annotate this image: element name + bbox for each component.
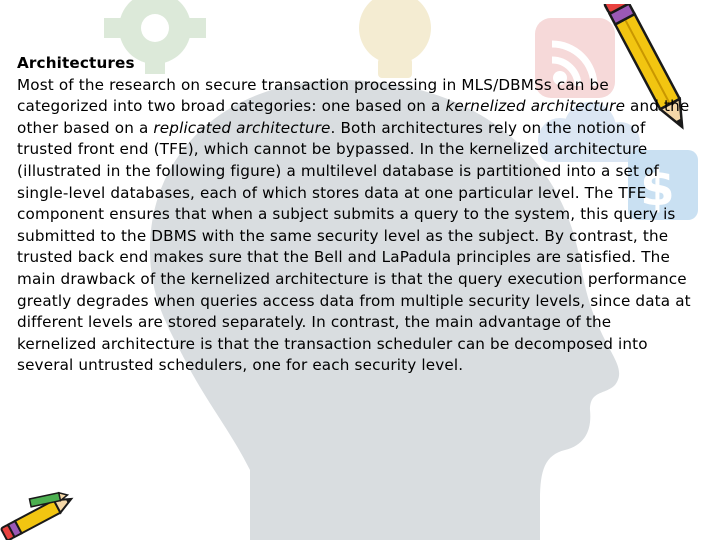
paragraph-text: Most of the research on secure transaction processing in MLS/DBMSs can be categorized into two broad categories: one based on a	[17, 75, 609, 116]
slide-body-text	[17, 75, 692, 377]
pencil-icon	[0, 486, 86, 540]
emphasized-text: replicated architecture	[153, 118, 331, 137]
paragraph-text: and the other based on a	[17, 97, 690, 137]
slide-content	[17, 53, 692, 377]
paragraph-text: . Both architectures rely on the notion of trusted front end (TFE), which cannot be bypassed. In the kernelized architecture (illustrated in the following figure) a multilevel database is partitioned into a set of single-level databases, each of which stores data at one particular level. The TFE component ensures that when a subject submits a query to the system, this query is submitted to the DBMS with the same security level as the subject. By contrast, the trusted back end makes sure that the Bell and LaPadula principles are satisfied. The main drawback of the kernelized architecture is that the query execution performance greatly degrades when queries access data from multiple security levels, since data at different levels are stored separately. In contrast, the main advantage of the kernelized architecture is that the transaction scheduler can be decomposed into several untrusted schedulers, one for each security level.	[17, 118, 691, 375]
svg-text:$: $	[640, 159, 675, 217]
slide-heading: Architectures	[17, 54, 135, 72]
emphasized-text: kernelized architecture	[445, 97, 626, 116]
